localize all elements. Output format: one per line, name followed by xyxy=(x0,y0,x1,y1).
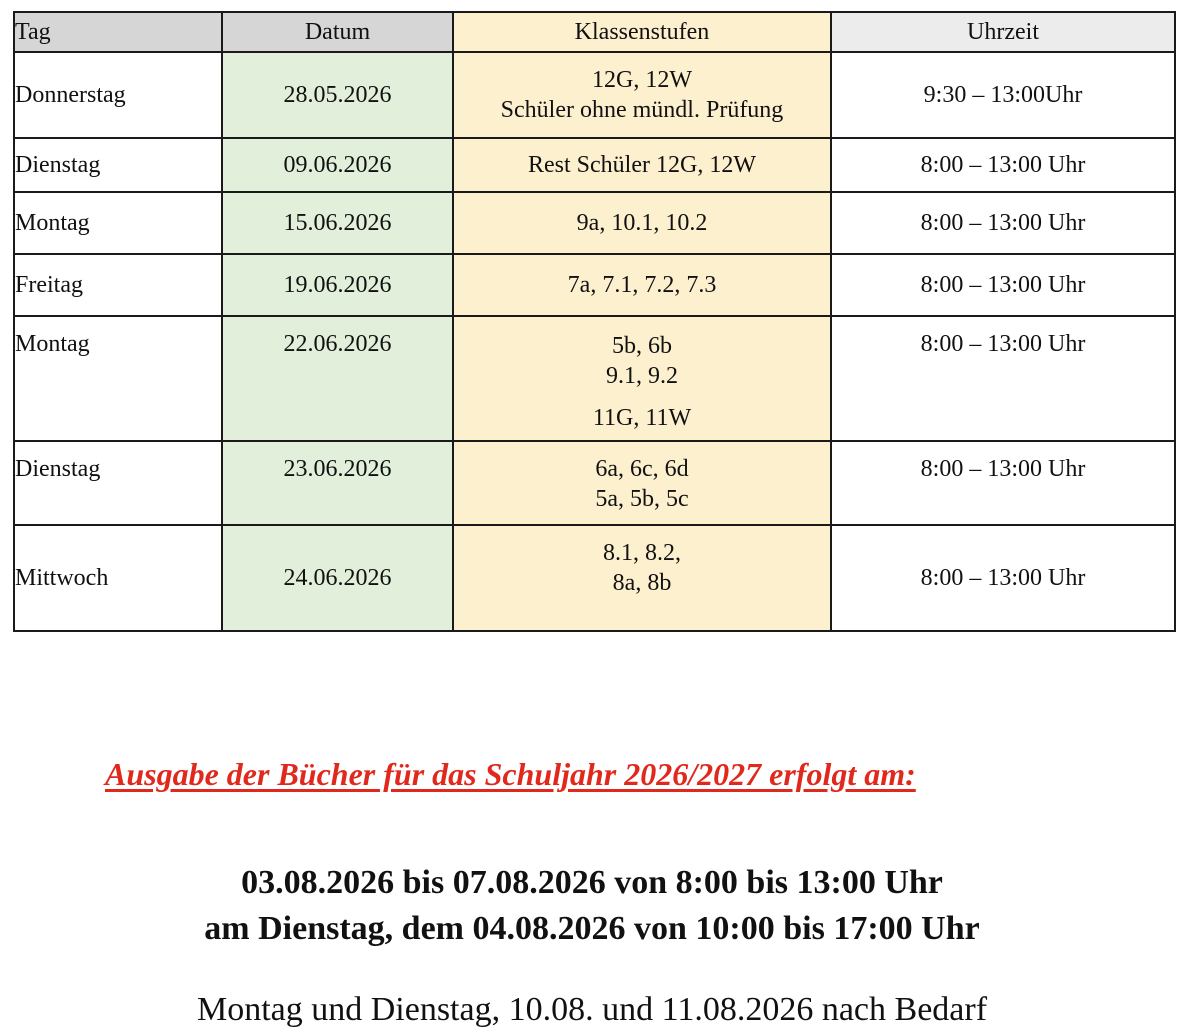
table-row xyxy=(14,52,1175,138)
klassen-line: 5a, 5b, 5c xyxy=(595,486,689,512)
cell-uhrzeit: 8:00 – 13:00 Uhr xyxy=(831,316,1175,441)
cell-tag: Dienstag xyxy=(14,441,222,525)
cell-uhrzeit: 8:00 – 13:00 Uhr xyxy=(831,441,1175,525)
header-klassenstufen: Klassenstufen xyxy=(453,12,831,52)
cell-tag: Donnerstag xyxy=(14,52,222,138)
cell-uhrzeit: 8:00 – 13:00 Uhr xyxy=(831,138,1175,192)
cell-uhrzeit: 8:00 – 13:00 Uhr xyxy=(831,192,1175,254)
cell-klassenstufen xyxy=(453,254,831,316)
table-row xyxy=(14,441,1175,525)
cell-uhrzeit: 8:00 – 13:00 Uhr xyxy=(831,525,1175,631)
cell-tag: Mittwoch xyxy=(14,525,222,631)
cell-klassenstufen xyxy=(453,441,831,525)
table-row xyxy=(14,192,1175,254)
cell-tag: Montag xyxy=(14,316,222,441)
cell-uhrzeit: 9:30 – 13:00Uhr xyxy=(831,52,1175,138)
distribution-dates-line: am Dienstag, dem 04.08.2026 von 10:00 bis 17:00 Uhr xyxy=(204,910,980,947)
table-header-row xyxy=(14,12,1175,52)
table-row xyxy=(14,525,1175,631)
klassen-line: Rest Schüler 12G, 12W xyxy=(528,152,756,178)
klassen-line: 8a, 8b xyxy=(612,570,672,596)
table-row xyxy=(14,138,1175,192)
distribution-dates xyxy=(0,860,1184,952)
cell-klassenstufen xyxy=(453,525,831,631)
cell-datum: 15.06.2026 xyxy=(222,192,453,254)
klassen-line: 9.1, 9.2 xyxy=(606,363,678,389)
book-distribution-headline: Ausgabe der Bücher für das Schuljahr 2026/2027 erfolgt am: xyxy=(105,756,916,792)
cell-datum: 28.05.2026 xyxy=(222,52,453,138)
schedule-table xyxy=(13,11,1176,632)
klassen-line: 9a, 10.1, 10.2 xyxy=(576,210,708,236)
table-row xyxy=(14,254,1175,316)
table-row xyxy=(14,316,1175,441)
cell-klassenstufen xyxy=(453,138,831,192)
header-tag: Tag xyxy=(14,12,222,52)
cell-klassenstufen xyxy=(453,192,831,254)
cell-tag: Montag xyxy=(14,192,222,254)
klassen-line: 7a, 7.1, 7.2, 7.3 xyxy=(567,272,717,298)
klassen-line: Schüler ohne mündl. Prüfung xyxy=(500,97,784,123)
klassen-line: 6a, 6c, 6d xyxy=(595,456,689,482)
cell-datum: 24.06.2026 xyxy=(222,525,453,631)
cell-tag: Freitag xyxy=(14,254,222,316)
header-datum: Datum xyxy=(222,12,453,52)
distribution-extra-dates: Montag und Dienstag, 10.08. und 11.08.2026 nach Bedarf xyxy=(196,991,988,1028)
klassen-line: 12G, 12W xyxy=(592,67,692,93)
klassen-line: 11G, 11W xyxy=(592,405,692,431)
cell-datum: 09.06.2026 xyxy=(222,138,453,192)
cell-datum: 23.06.2026 xyxy=(222,441,453,525)
distribution-dates-line: 03.08.2026 bis 07.08.2026 von 8:00 bis 13:00 Uhr xyxy=(241,864,943,901)
klassen-line: 5b, 6b xyxy=(612,333,672,359)
cell-uhrzeit: 8:00 – 13:00 Uhr xyxy=(831,254,1175,316)
cell-klassenstufen xyxy=(453,52,831,138)
cell-datum: 19.06.2026 xyxy=(222,254,453,316)
cell-klassenstufen xyxy=(453,316,831,441)
cell-tag: Dienstag xyxy=(14,138,222,192)
cell-datum: 22.06.2026 xyxy=(222,316,453,441)
header-uhrzeit: Uhrzeit xyxy=(831,12,1175,52)
klassen-line: 8.1, 8.2, xyxy=(603,540,681,566)
